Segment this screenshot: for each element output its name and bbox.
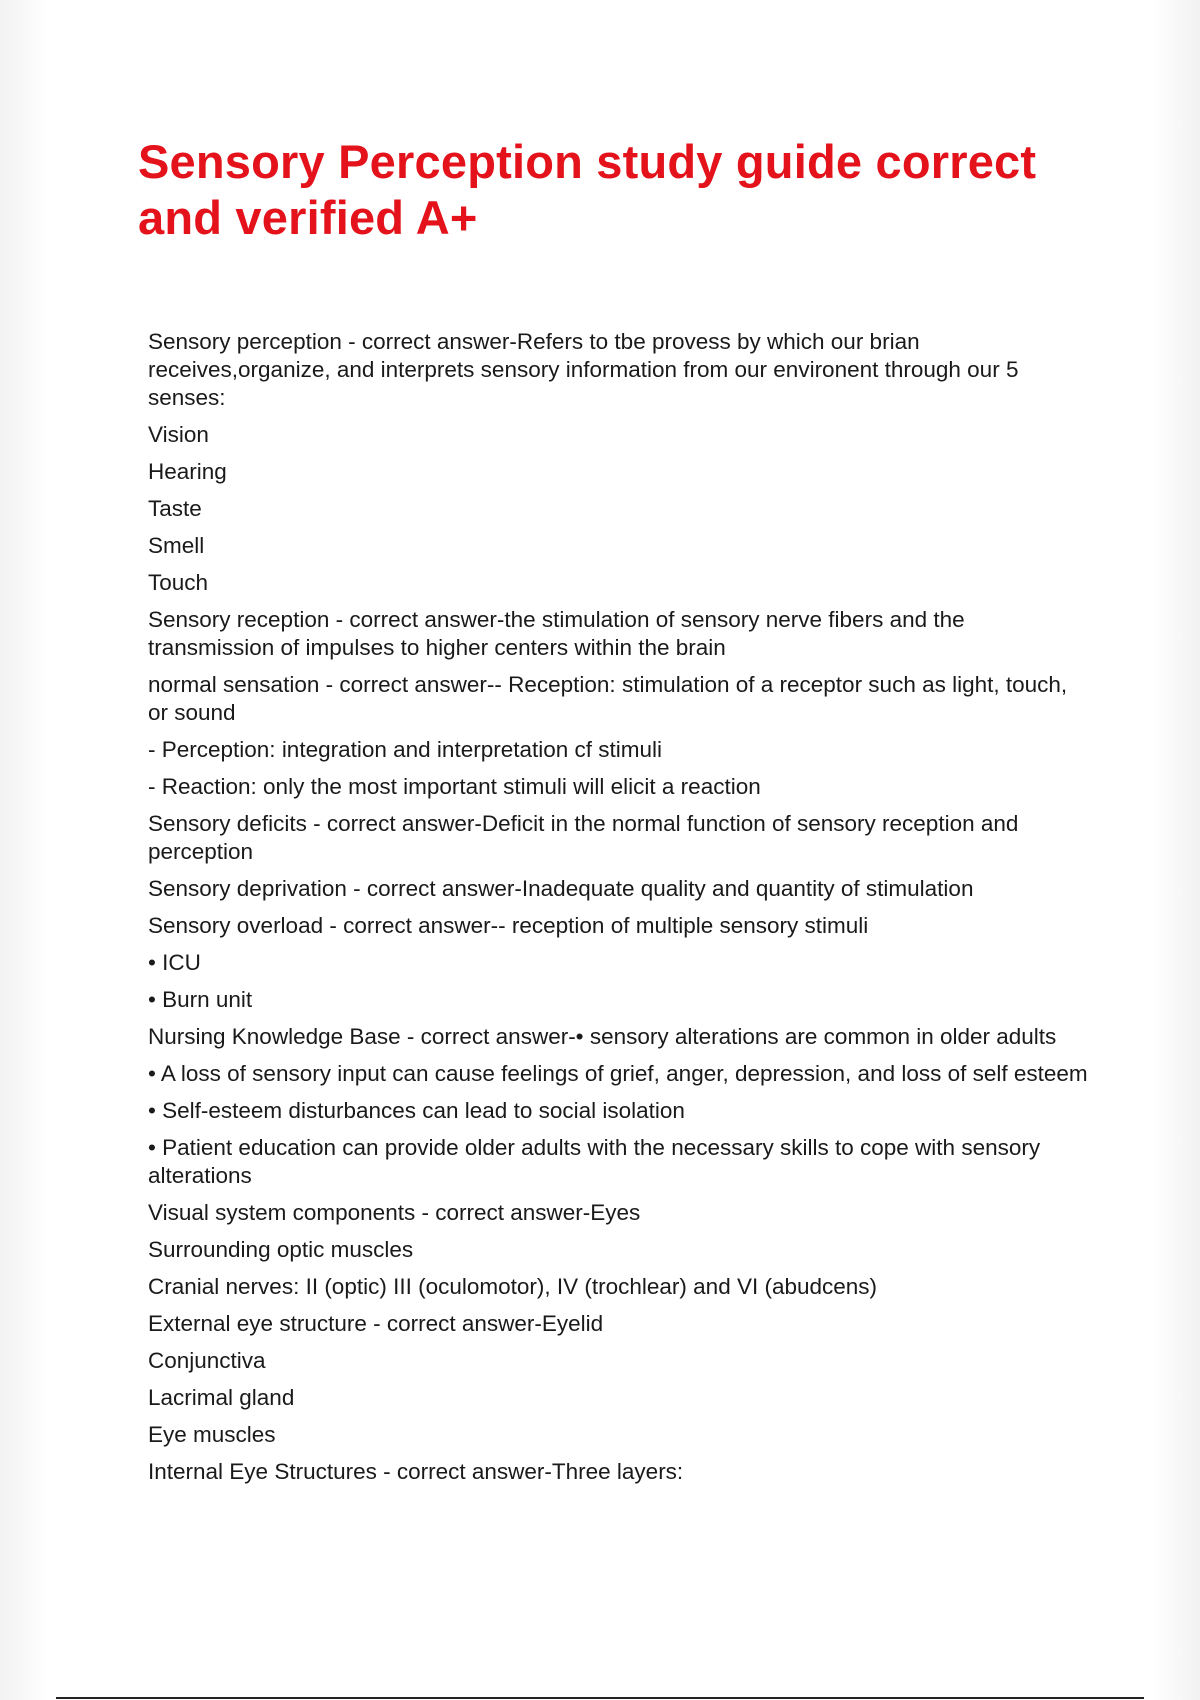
body-line: Lacrimal gland bbox=[148, 1385, 295, 1410]
document-body bbox=[148, 328, 1088, 1495]
body-line: Nursing Knowledge Base - correct answer-• sensory alterations are common in older adults bbox=[148, 1024, 1057, 1049]
body-line: • A loss of sensory input can cause feelings of grief, anger, depression, and loss of self esteem bbox=[148, 1061, 1088, 1086]
page-bottom-rule bbox=[56, 1697, 1144, 1699]
body-line: Smell bbox=[148, 533, 205, 558]
body-line: Conjunctiva bbox=[148, 1348, 266, 1373]
body-line: - Perception: integration and interpretation cf stimuli bbox=[148, 737, 663, 762]
body-line: Sensory deficits - correct answer-Deficit in the normal function of sensory reception and perception bbox=[148, 811, 1019, 864]
body-line: Sensory perception - correct answer-Refers to tbe provess by which our brian receives,organize, and interprets sensory information from our environent through our 5 senses: bbox=[148, 329, 1019, 410]
document-title: Sensory Perception study guide correct and verified A+ bbox=[138, 135, 1037, 244]
page-edge-shadow-right bbox=[1152, 0, 1200, 1700]
body-line: Vision bbox=[148, 422, 209, 447]
body-line: Visual system components - correct answer-Eyes bbox=[148, 1200, 641, 1225]
body-line: Hearing bbox=[148, 459, 227, 484]
body-line: • Burn unit bbox=[148, 987, 253, 1012]
body-line: normal sensation - correct answer-- Reception: stimulation of a receptor such as light, touch, or sound bbox=[148, 672, 1068, 725]
body-line: • Self-esteem disturbances can lead to social isolation bbox=[148, 1098, 685, 1123]
body-line: Sensory overload - correct answer-- reception of multiple sensory stimuli bbox=[148, 913, 869, 938]
page-edge-shadow-left bbox=[0, 0, 48, 1700]
body-line: • Patient education can provide older adults with the necessary skills to cope with sensory alterations bbox=[148, 1135, 1041, 1188]
body-line: Touch bbox=[148, 570, 209, 595]
body-line: Eye muscles bbox=[148, 1422, 276, 1447]
body-line: Sensory reception - correct answer-the stimulation of sensory nerve fibers and the transmission of impulses to higher centers within the brain bbox=[148, 607, 965, 660]
body-line: Internal Eye Structures - correct answer-Three layers: bbox=[148, 1459, 684, 1484]
body-line: Sensory deprivation - correct answer-Inadequate quality and quantity of stimulation bbox=[148, 876, 974, 901]
body-line: External eye structure - correct answer-Eyelid bbox=[148, 1311, 604, 1336]
body-line: Cranial nerves: II (optic) III (oculomotor), IV (trochlear) and VI (abudcens) bbox=[148, 1274, 878, 1299]
body-line: Surrounding optic muscles bbox=[148, 1237, 414, 1262]
body-line: • ICU bbox=[148, 950, 201, 975]
body-line: - Reaction: only the most important stimuli will elicit a reaction bbox=[148, 774, 761, 799]
body-line: Taste bbox=[148, 496, 202, 521]
